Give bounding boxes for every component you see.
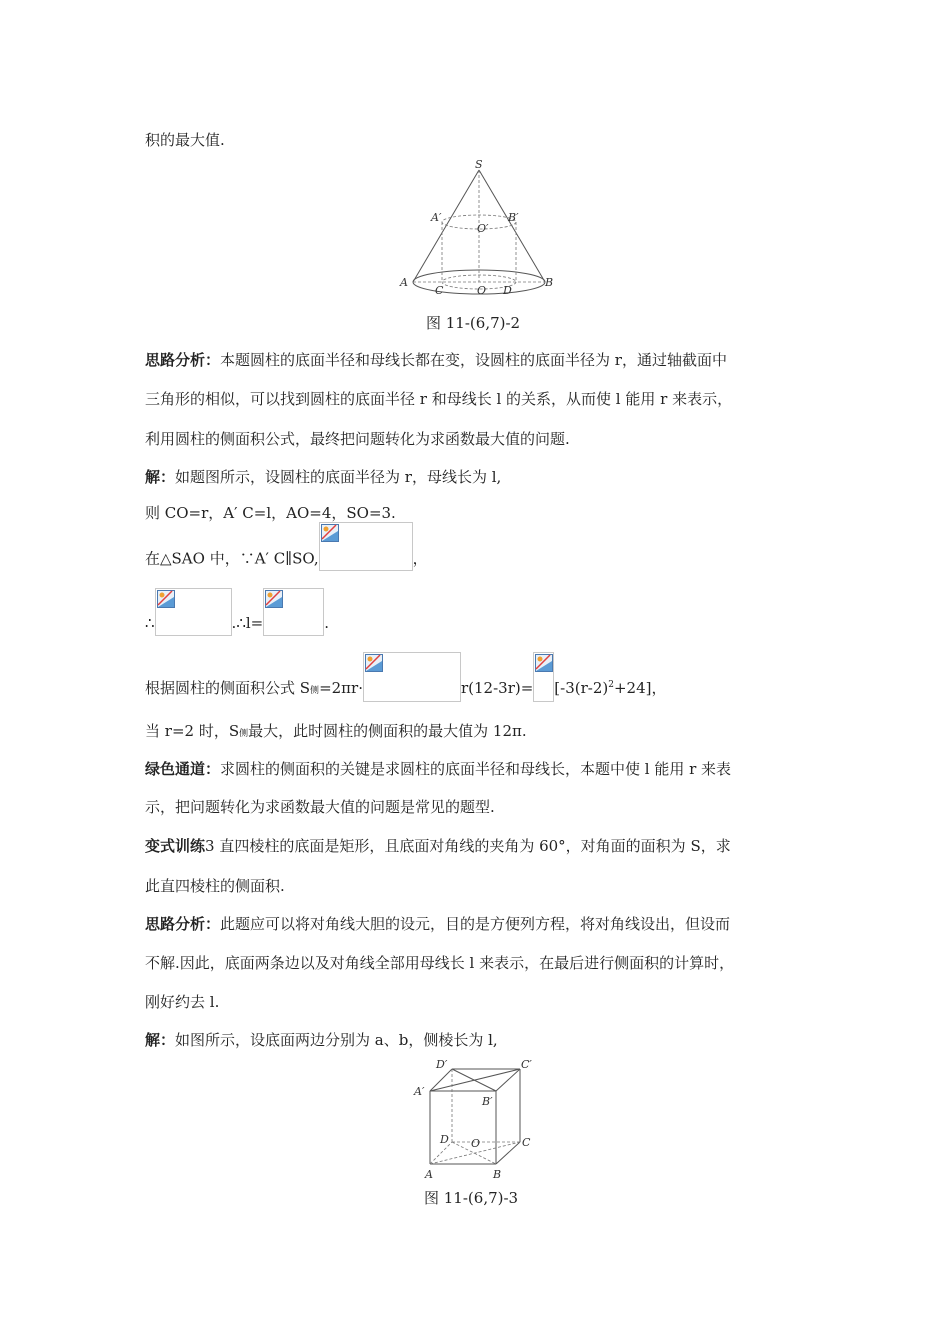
label-a: A bbox=[425, 1168, 433, 1181]
formula-image-placeholder bbox=[263, 588, 324, 636]
label-d-prime: D′ bbox=[436, 1058, 448, 1071]
label-d: D bbox=[503, 284, 512, 297]
text-line bbox=[145, 721, 527, 744]
section-label: 思路分析： bbox=[145, 351, 221, 369]
label-a: A bbox=[400, 276, 408, 289]
label-b: B bbox=[545, 276, 554, 289]
subscript: 侧 bbox=[310, 686, 320, 696]
label-o-prime: O′ bbox=[477, 222, 489, 235]
text-line bbox=[145, 612, 329, 636]
section-label: 变式训练 bbox=[145, 837, 206, 855]
text-line: 示，把问题转化为求函数最大值的问题是常见的题型. bbox=[145, 798, 495, 816]
section-label: 绿色通道： bbox=[145, 760, 221, 778]
text-line: 三角形的相似，可以找到圆柱的底面半径 r 和母线长 l 的关系，从而使 l 能用 r 来表示， bbox=[145, 390, 733, 408]
paragraph-text: 最大，此时圆柱的侧面积的最大值为 12π. bbox=[248, 722, 527, 740]
text-line bbox=[145, 759, 731, 779]
text-line bbox=[145, 350, 727, 370]
figure-caption: 图 11-(6,7)-3 bbox=[424, 1189, 519, 1207]
paragraph-text: 当 r=2 时，S bbox=[145, 722, 240, 740]
paragraph-text: 此题应可以将对角线大胆的设元，目的是方便列方程，将对角线设出，但设而 bbox=[220, 915, 731, 933]
paragraph-text: .∴l= bbox=[231, 614, 264, 632]
text-line: 利用圆柱的侧面积公式，最终把问题转化为求函数最大值的问题. bbox=[145, 430, 570, 448]
image-icon bbox=[265, 590, 283, 608]
label-o: O bbox=[477, 284, 487, 297]
paragraph-text: 如图所示，设底面两边分别为 a、b，侧棱长为 l, bbox=[175, 1031, 498, 1049]
figure-caption: 图 11-(6,7)-2 bbox=[426, 314, 521, 332]
paragraph-text: 根据圆柱的侧面积公式 S bbox=[145, 679, 311, 697]
paragraph-text: [-3(r-2) bbox=[554, 679, 609, 697]
text-line bbox=[145, 467, 501, 487]
text-line: 刚好约去 l. bbox=[145, 993, 220, 1011]
paragraph-text: 如题图所示，设圆柱的底面半径为 r，母线长为 l, bbox=[175, 468, 502, 486]
label-s: S bbox=[475, 158, 483, 171]
formula-image-placeholder bbox=[155, 588, 232, 636]
paragraph-text: 在△SAO 中，∵A′ C∥SO, bbox=[145, 549, 319, 568]
prism-figure bbox=[410, 1057, 550, 1182]
label-c: C bbox=[435, 284, 444, 297]
label-b-prime: B′ bbox=[482, 1095, 493, 1108]
cone-cylinder-figure bbox=[395, 158, 560, 298]
paragraph-text: 本题圆柱的底面半径和母线长都在变，设圆柱的底面半径为 r，通过轴截面中 bbox=[220, 351, 727, 369]
text-line bbox=[145, 836, 731, 856]
text-line bbox=[145, 548, 428, 571]
superscript: 2 bbox=[608, 680, 614, 690]
label-a-prime: A′ bbox=[414, 1085, 425, 1098]
formula-image-placeholder bbox=[533, 652, 554, 702]
label-c-prime: C′ bbox=[521, 1058, 532, 1071]
paragraph-text: ， bbox=[412, 549, 428, 568]
label-a-prime: A′ bbox=[431, 211, 442, 224]
label-d: D bbox=[440, 1133, 449, 1146]
paragraph-text: r(12-3r)= bbox=[460, 679, 534, 697]
paragraph-text: =2πr· bbox=[319, 679, 363, 697]
text-line bbox=[145, 675, 667, 702]
paragraph-text: 求圆柱的侧面积的关键是求圆柱的底面半径和母线长，本题中使 l 能用 r 来表 bbox=[220, 760, 732, 778]
image-icon bbox=[535, 654, 553, 672]
paragraph-text: . bbox=[324, 614, 330, 632]
text-line: 此直四棱柱的侧面积. bbox=[145, 877, 285, 895]
image-icon bbox=[157, 590, 175, 608]
label-c: C bbox=[522, 1136, 531, 1149]
therefore-symbol: ∴ bbox=[145, 614, 155, 632]
text-line bbox=[145, 1030, 498, 1050]
section-label: 思路分析： bbox=[145, 915, 221, 933]
label-b: B bbox=[493, 1168, 502, 1181]
section-label: 解： bbox=[145, 1031, 176, 1049]
label-b-prime: B′ bbox=[508, 211, 519, 224]
formula-image-placeholder bbox=[363, 652, 461, 702]
section-label: 解： bbox=[145, 468, 176, 486]
paragraph-text: +24]， bbox=[613, 679, 667, 697]
formula-image-placeholder bbox=[319, 522, 413, 571]
subscript: 侧 bbox=[239, 729, 249, 739]
paragraph-text: 3 直四棱柱的底面是矩形，且底面对角线的夹角为 60°，对角面的面积为 S，求 bbox=[205, 837, 731, 855]
image-icon bbox=[365, 654, 383, 672]
text-line: 不解.因此，底面两条边以及对角线全部用母线长 l 来表示，在最后进行侧面积的计算时， bbox=[145, 954, 735, 972]
text-line: 积的最大值. bbox=[145, 131, 225, 149]
image-icon bbox=[321, 524, 339, 542]
text-line: 则 CO=r，A′ C=l，AO=4，SO=3. bbox=[145, 504, 396, 522]
label-o: O bbox=[471, 1137, 481, 1150]
text-line bbox=[145, 914, 730, 934]
